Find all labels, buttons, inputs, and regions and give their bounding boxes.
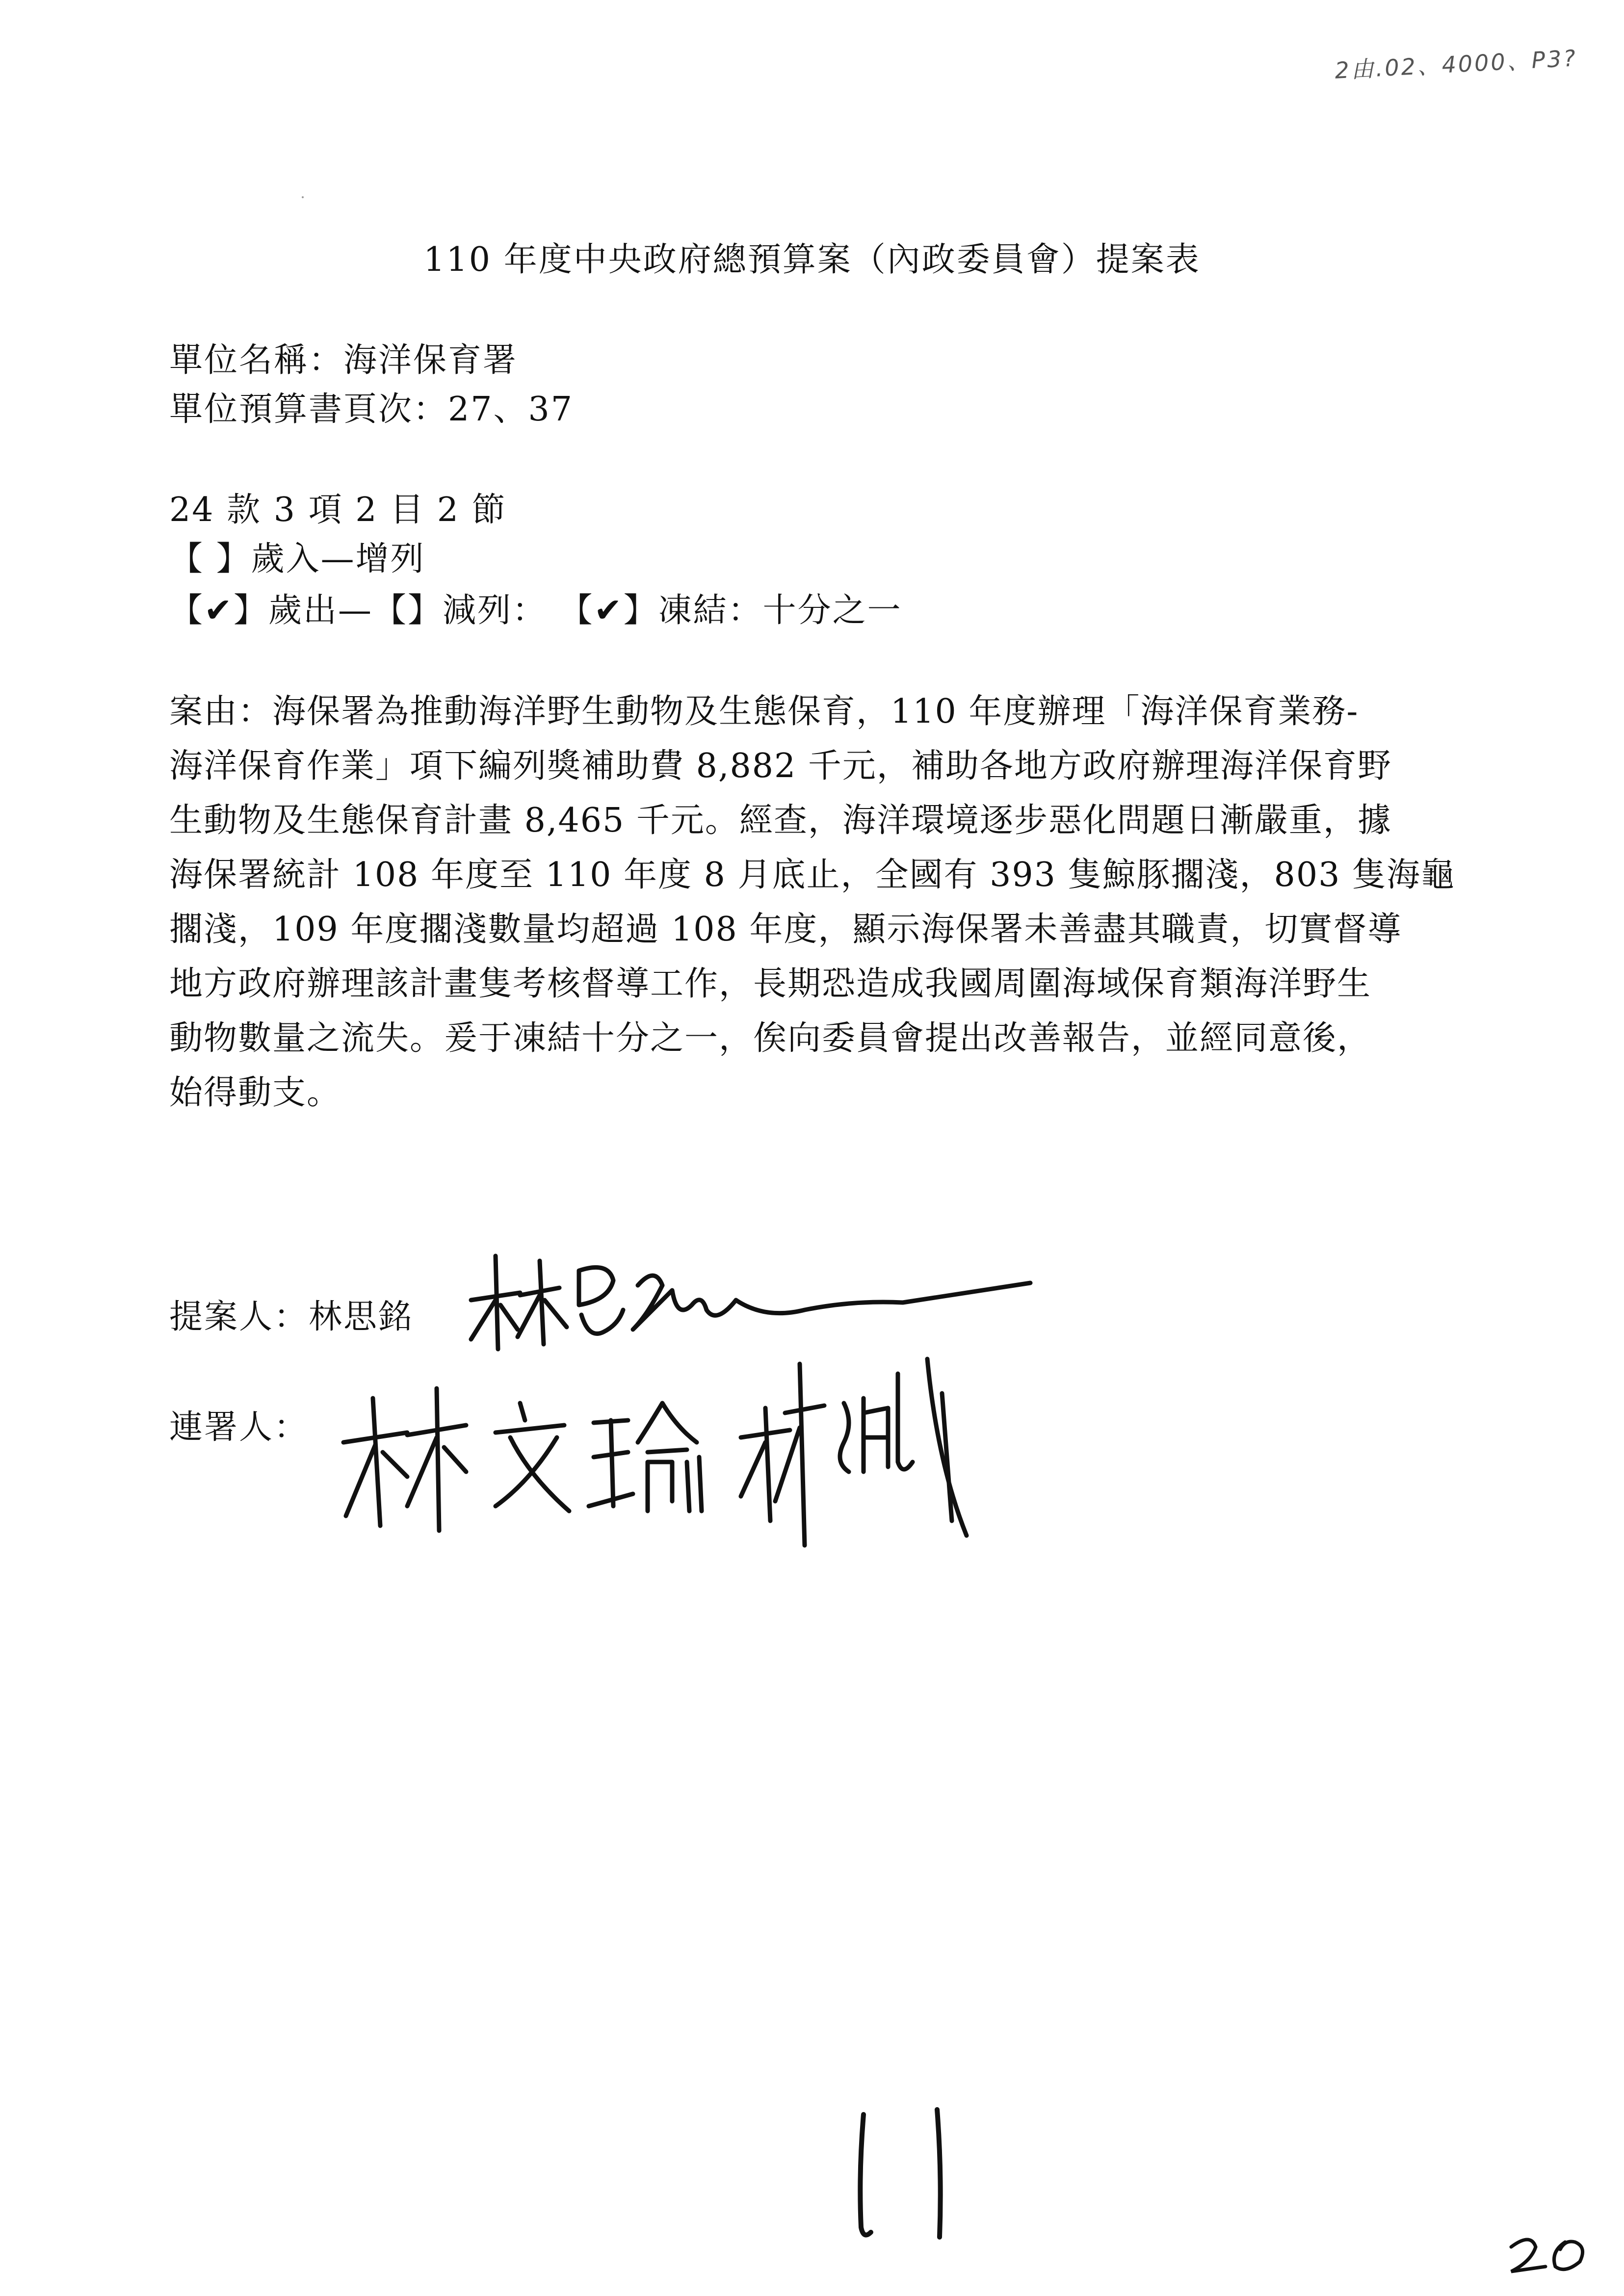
cosigner-signature <box>334 1315 1021 1570</box>
reason-line: 海洋保育作業」項下編列獎補助費 8,882 千元，補助各地方政府辦理海洋保育野 <box>169 747 1392 785</box>
proposer-label: 提案人：林思銘 <box>169 1298 414 1336</box>
reason-line: 案由：海保署為推動海洋野生動物及生態保育，110 年度辦理「海洋保育業務- <box>169 692 1359 731</box>
budget-pages: 單位預算書頁次：27、37 <box>169 390 574 429</box>
reason-paragraph <box>169 684 1519 1120</box>
reason-line: 地方政府辦理該計畫隻考核督導工作，長期恐造成我國周圍海域保育類海洋野生 <box>169 965 1372 1003</box>
unit-name: 單位名稱：海洋保育署 <box>169 341 518 380</box>
corner-number <box>1501 2227 1599 2276</box>
reason-line: 海保署統計 108 年度至 110 年度 8 月底止，全國有 393 隻鯨豚擱淺，803 隻海龜 <box>169 856 1455 894</box>
cosigner-label: 連署人： <box>169 1408 309 1447</box>
reason-line: 擱淺，109 年度擱淺數量均超過 108 年度，顯示海保署未善盡其職責，切實督導 <box>169 910 1402 949</box>
reason-line: 動物數量之流失。爰于凍結十分之一，俟向委員會提出改善報告，並經同意後， <box>169 1019 1372 1058</box>
bracket-open: 【 <box>169 591 205 630</box>
page-number <box>844 2105 971 2252</box>
document-title: 110 年度中央政府總預算案（內政委員會）提案表 <box>423 240 1201 279</box>
scan-speck <box>302 196 304 198</box>
income-line: 【 】歲入—增列 <box>169 540 425 578</box>
reason-line: 始得動支。 <box>169 1073 341 1112</box>
expense-line <box>169 584 902 631</box>
reason-line: 生動物及生態保育計畫 8,465 千元。經查，海洋環境逐步惡化問題日漸嚴重，據 <box>169 801 1392 840</box>
checkmark-icon: ✔ <box>594 591 624 630</box>
expense-cut-label: 】歲出—【】減列： <box>234 591 548 630</box>
handwritten-annotation: 2由.02、4000、P3? <box>1334 45 1578 84</box>
checkmark-icon: ✔ <box>204 591 234 630</box>
budget-section: 24 款 3 項 2 目 2 節 <box>169 491 507 529</box>
freeze-label: 】凍結：十分之一 <box>623 591 902 630</box>
bracket-open: 【 <box>559 591 594 630</box>
